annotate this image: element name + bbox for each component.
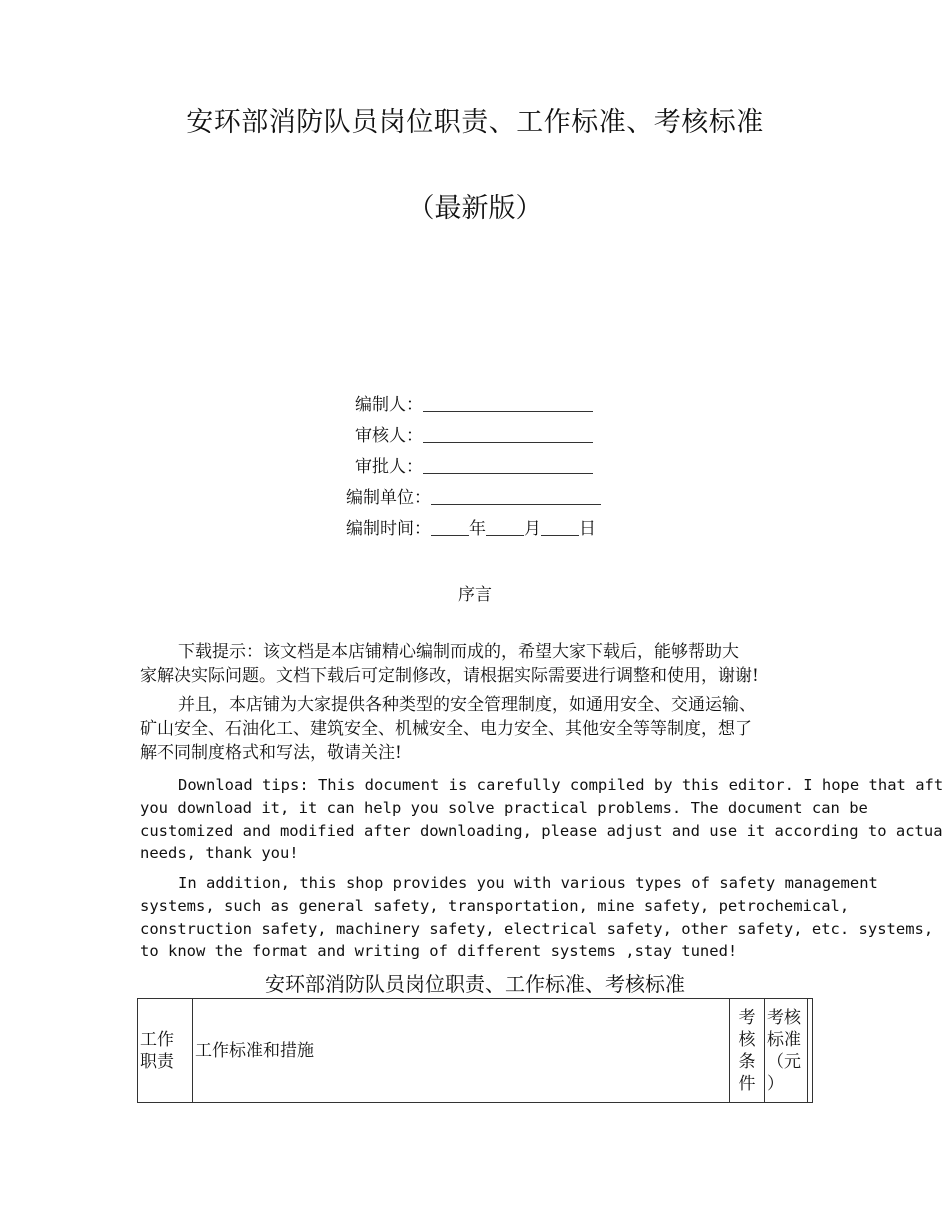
day-blank (541, 519, 579, 536)
header-text: （元 (767, 1051, 801, 1072)
en-download-tips (140, 774, 950, 865)
section-title: 安环部消防队员岗位职责、工作标准、考核标准 (265, 972, 685, 996)
cn-additional-info (140, 693, 820, 765)
en-additional-info (140, 872, 950, 963)
meta-label: 编制人： (355, 395, 423, 415)
meta-label: 编制单位： (346, 488, 431, 508)
meta-blank (423, 395, 593, 412)
text-line: In addition, this shop provides you with various types of safety management (178, 874, 878, 892)
meta-label: 编制时间： (346, 519, 431, 539)
header-text: 工作标准和措施 (195, 1040, 314, 1061)
text-line: systems, such as general safety, transportation, mine safety, petrochemical, (140, 896, 850, 915)
meta-row-reviewer (355, 421, 593, 452)
header-assessment (765, 999, 808, 1103)
month-blank (486, 519, 524, 536)
meta-label: 审核人： (355, 426, 423, 446)
text-line: customized and modified after downloading, please adjust and use it according to actua (140, 821, 943, 840)
text-line: 下载提示：该文档是本店铺精心编制而成的，希望大家下载后，能够帮助大 (178, 642, 739, 662)
document-subtitle: （最新版） (407, 193, 543, 224)
text-line: 矿山安全、石油化工、建筑安全、机械安全、电力安全、其他安全等等制度，想了 (140, 719, 752, 739)
text-line: 并且，本店铺为大家提供各种类型的安全管理制度，如通用安全、交通运输、 (178, 695, 756, 715)
meta-row-approver (355, 452, 593, 483)
standards-table (137, 998, 813, 1103)
header-duty (138, 999, 193, 1103)
table-header-row (138, 999, 813, 1103)
text-line: 解不同制度格式和写法，敬请关注! (140, 743, 402, 763)
header-standard (193, 999, 730, 1103)
header-text: 考核 (767, 1007, 801, 1028)
year-blank (431, 519, 469, 536)
text-line: to know the format and writing of different systems ,stay tuned! (140, 942, 738, 961)
document-title: 安环部消防队员岗位职责、工作标准、考核标准 (186, 107, 764, 138)
meta-row-unit (346, 483, 601, 514)
meta-row-date (346, 514, 596, 545)
text-line: Download tips: This document is carefully compiled by this editor. I hope that aft (178, 776, 944, 794)
preface-heading: 序言 (458, 585, 492, 605)
header-text: 标准 (767, 1029, 801, 1050)
meta-blank (423, 426, 593, 443)
header-text: 核 (738, 1029, 756, 1050)
month-label: 月 (524, 519, 541, 539)
header-text: ） (767, 1073, 784, 1094)
text-line: 家解决实际问题。文档下载后可定制修改，请根据实际需要进行调整和使用，谢谢! (140, 666, 759, 686)
day-label: 日 (579, 519, 596, 539)
header-text: 工作 (140, 1029, 174, 1050)
meta-row-editor (355, 390, 593, 421)
meta-blank (431, 488, 601, 505)
meta-blank (423, 457, 593, 474)
header-extra (808, 999, 813, 1103)
header-text: 条 (738, 1051, 756, 1072)
header-text: 职责 (140, 1051, 174, 1072)
meta-label: 审批人： (355, 457, 423, 477)
header-text: 件 (738, 1073, 756, 1094)
text-line: construction safety, machinery safety, electrical safety, other safety, etc. systems, (140, 919, 934, 938)
header-text: 考 (738, 1007, 756, 1028)
header-condition (730, 999, 765, 1103)
text-line: you download it, it can help you solve practical problems. The document can be (140, 798, 868, 817)
year-label: 年 (469, 519, 486, 539)
cn-download-tips (140, 640, 820, 688)
text-line: needs, thank you! (140, 844, 299, 863)
